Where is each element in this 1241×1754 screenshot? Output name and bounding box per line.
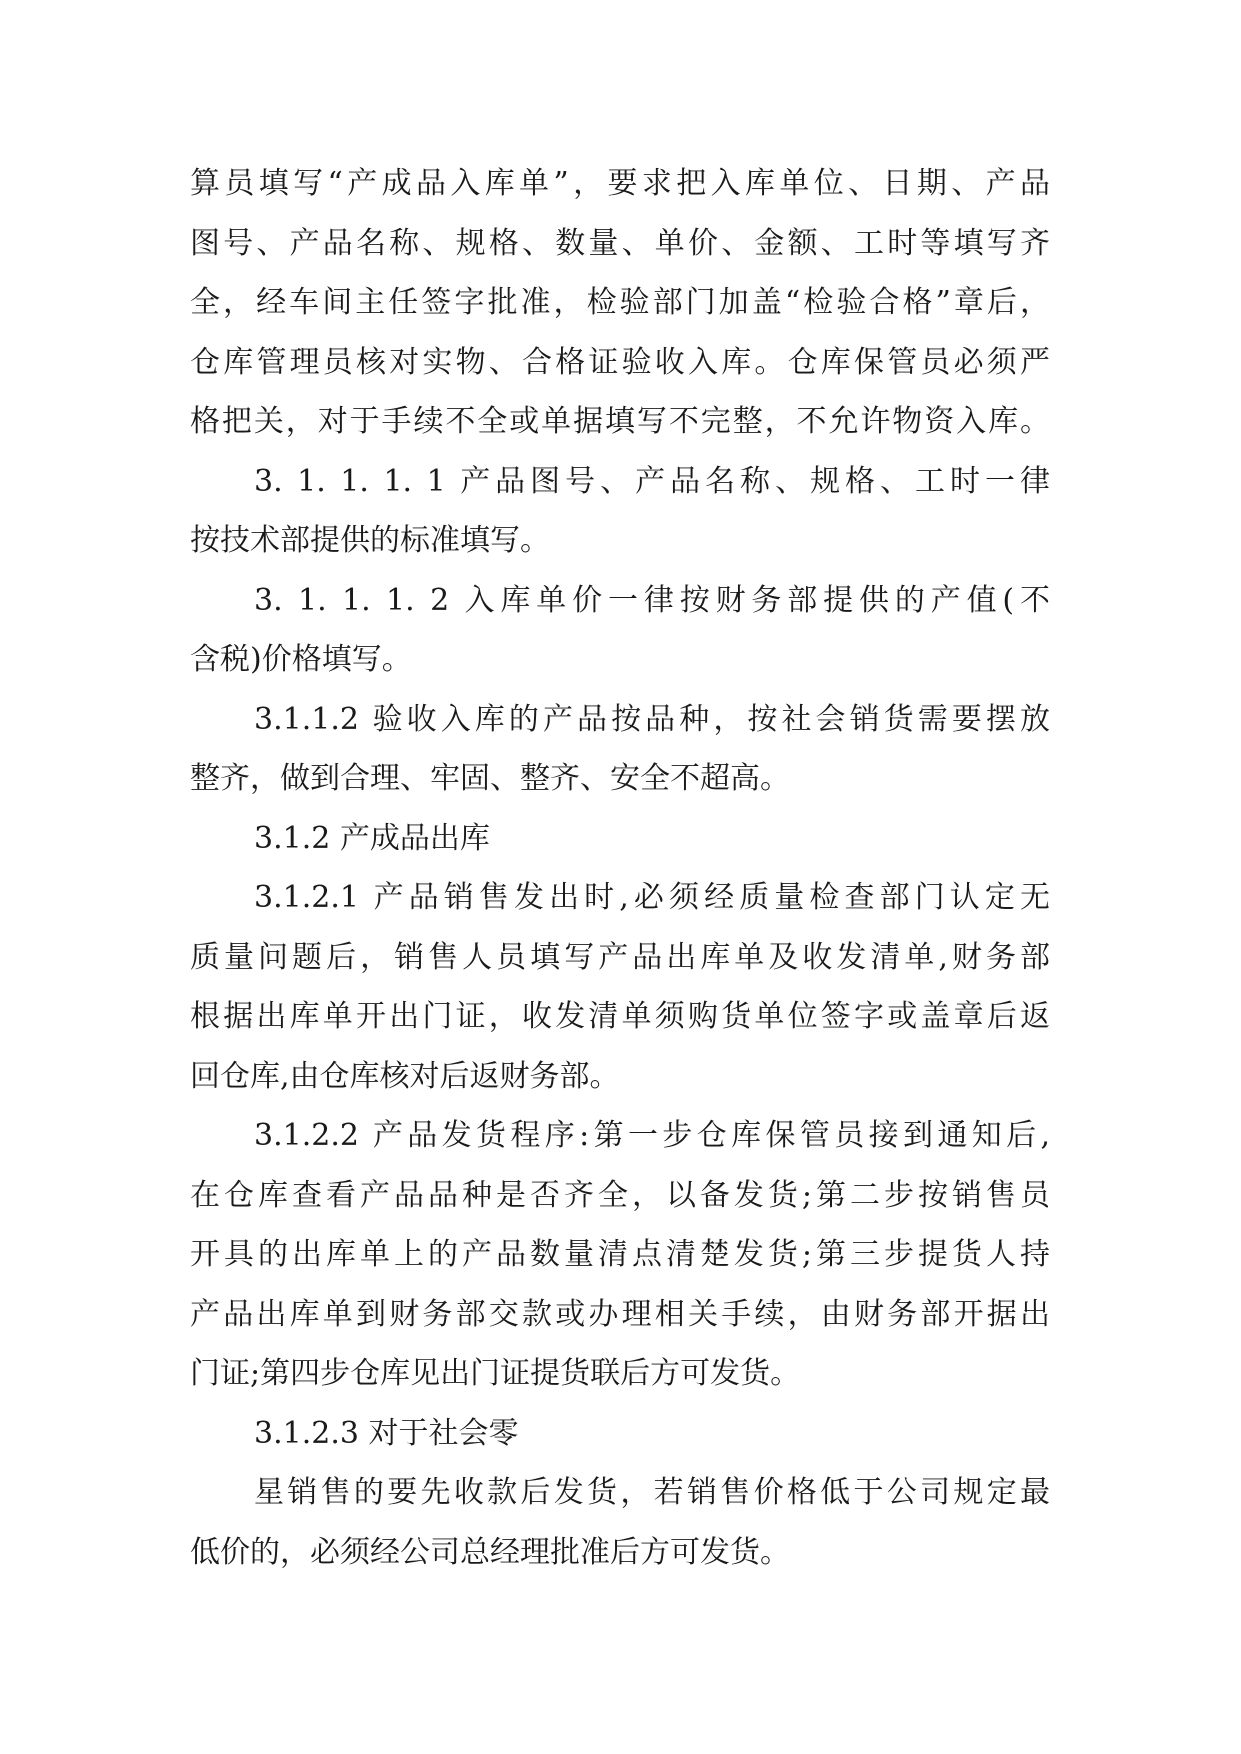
text-line: 回仓库,由仓库核对后返财务部。 (190, 1058, 620, 1094)
text-line: 门证;第四步仓库见出门证提货联后方可发货。 (190, 1356, 801, 1391)
text-line: 3.1.1.2 验收入库的产品按品种，按社会销货需要摆放 (254, 701, 1050, 737)
text-line: 产品出库单到财务部交款或办理相关手续，由财务部开据出 (190, 1296, 1050, 1332)
paragraph (190, 154, 1050, 452)
paragraph (190, 452, 1050, 571)
text-line: 质量问题后，销售人员填写产品出库单及收发清单,财务部 (190, 939, 1050, 975)
text-line: 星销售的要先收款后发货，若销售价格低于公司规定最 (254, 1475, 1050, 1510)
text-line: 低价的，必须经公司总经理批准后方可发货。 (190, 1534, 790, 1570)
text-line: 3.1.2.2 产品发货程序:第一步仓库保管员接到通知后, (254, 1118, 1050, 1153)
paragraph (190, 1106, 1050, 1404)
section-heading (190, 809, 1050, 869)
text-line: 图号、产品名称、规格、数量、单价、金额、工时等填写齐 (190, 225, 1050, 261)
text-line: 在仓库查看产品品种是否齐全，以备发货;第二步按销售员 (190, 1177, 1050, 1213)
paragraph (190, 690, 1050, 809)
text-line: 3.1.2.1 产品销售发出时,必须经质量检查部门认定无 (254, 880, 1050, 915)
paragraph (190, 1404, 1050, 1464)
text-line: 3. 1. 1. 1. 2 入库单价一律按财务部提供的产值(不 (254, 582, 1050, 618)
text-line: 3.1.2.3 对于社会零 (254, 1415, 519, 1451)
text-line: 开具的出库单上的产品数量清点清楚发货;第三步提货人持 (190, 1237, 1050, 1272)
text-line: 整齐，做到合理、牢固、整齐、安全不超高。 (190, 761, 790, 796)
text-line: 算员填写“产成品入库单”，要求把入库单位、日期、产品 (190, 166, 1050, 201)
text-line: 根据出库单开出门证，收发清单须购货单位签字或盖章后返 (190, 999, 1050, 1034)
text-line: 按技术部提供的标准填写。 (190, 523, 550, 558)
document-page (190, 154, 1050, 1582)
paragraph (190, 1463, 1050, 1582)
paragraph (190, 868, 1050, 1106)
text-line: 全，经车间主任签字批准，检验部门加盖“检验合格”章后， (190, 285, 1050, 320)
text-line: 仓库管理员核对实物、合格证验收入库。仓库保管员必须严 (190, 344, 1050, 380)
text-line: 3.1.2 产成品出库 (254, 820, 490, 856)
paragraph (190, 571, 1050, 690)
text-line: 含税)价格填写。 (190, 642, 412, 677)
text-line: 格把关，对于手续不全或单据填写不完整，不允许物资入库。 (190, 404, 1050, 439)
text-line: 3. 1. 1. 1. 1 产品图号、产品名称、规格、工时一律 (254, 463, 1050, 499)
